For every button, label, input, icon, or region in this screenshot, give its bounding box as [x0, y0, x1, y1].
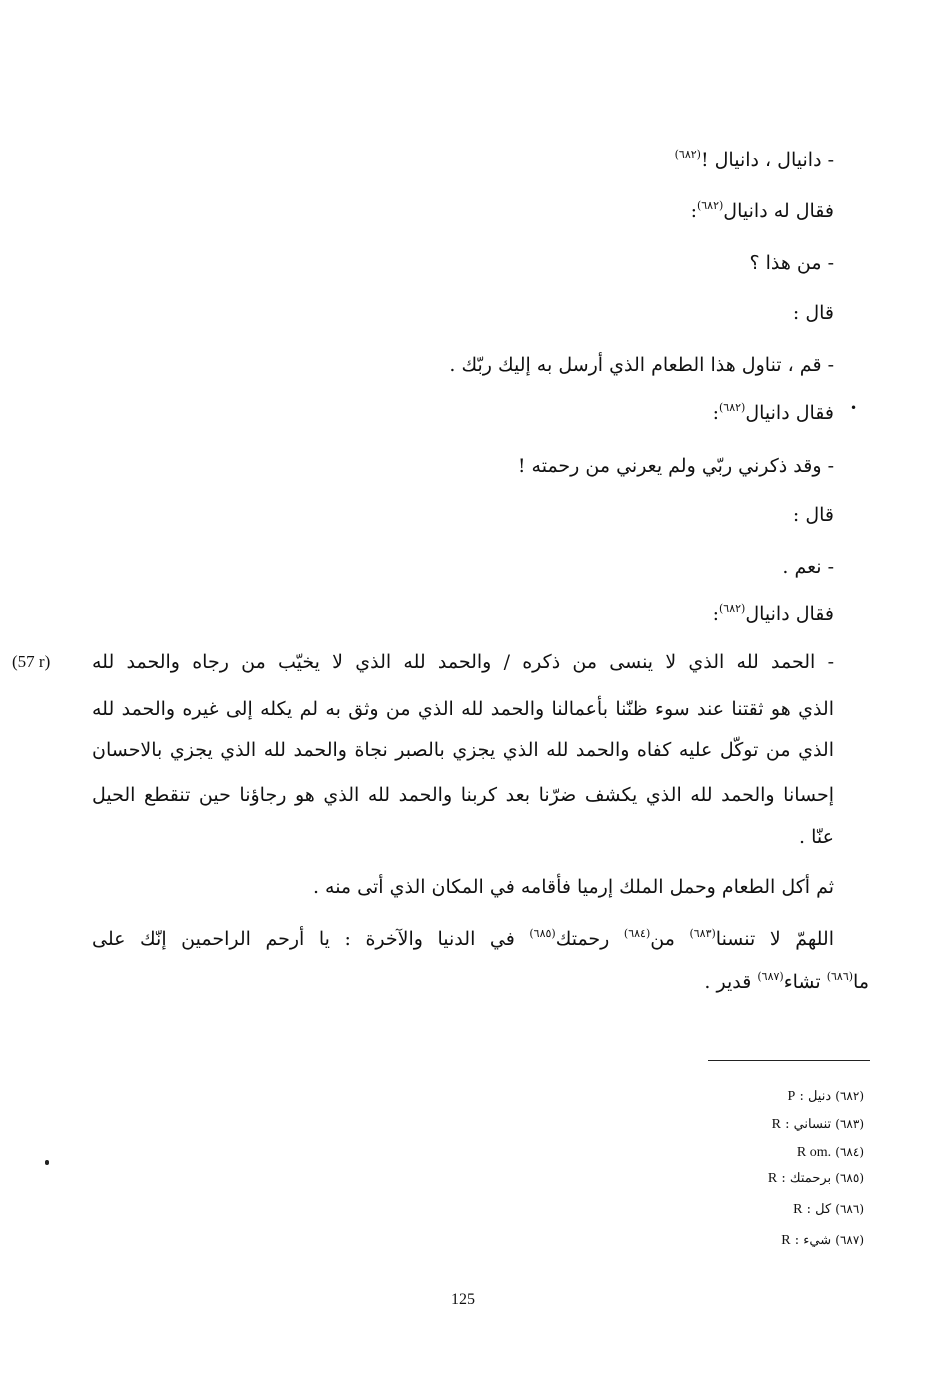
paragraph-line-4: إحسانا والحمد لله الذي يكشف ضرّنا بعد كربنا والحمد لله الذي هو رجاؤنا حين تنقطع الحيل [92, 784, 834, 806]
closing-sentence: ثم أكل الطعام وحمل الملك إرميا فأقامه في المكان الذي أتى منه . [312, 876, 834, 898]
dialogue-line-1 [675, 146, 834, 174]
note-ref: (٦٨٦) [826, 970, 854, 983]
footnote-686 [793, 1199, 864, 1220]
manuscript-siglum: R om. [796, 1145, 832, 1160]
dialogue-line-5 [449, 351, 834, 379]
prayer-text: قدير . [704, 971, 758, 993]
folio-reference: (57 r) [12, 652, 51, 671]
dialogue-line-2 [691, 197, 834, 225]
prayer-line-2 [704, 968, 869, 996]
footnote-text: شيء : [794, 1233, 832, 1248]
line-colon: : [712, 402, 719, 424]
manuscript-siglum: P [787, 1089, 796, 1104]
paragraph-line-2: الذي هو ثقتنا عند سوء ظنّنا بأعمالنا والحمد لله الذي من وثق به لم يكله إلى غيره والحمد لله [92, 698, 834, 720]
note-ref: (٦٨٧) [757, 970, 784, 983]
prayer-text: رحمتك [555, 928, 624, 950]
dialogue-line-8 [793, 501, 834, 529]
manuscript-siglum: R [771, 1117, 781, 1132]
footnote-number: (٦٨٧) [835, 1233, 864, 1247]
page-number: 125 [451, 1291, 475, 1308]
note-ref: (٦٨٢) [696, 199, 724, 212]
prayer-line-1 [92, 925, 834, 953]
prayer-text: من [650, 928, 690, 950]
note-ref: (٦٨٢) [718, 401, 746, 414]
note-ref: (٦٨٤) [623, 927, 651, 940]
paragraph-line-3: الذي من توكّل عليه كفاه والحمد لله الذي يجزي بالصبر نجاة والحمد لله الذي يجزي بالاحسان [92, 739, 834, 761]
prayer-text: ما [853, 971, 869, 993]
dialogue-line-4 [793, 299, 834, 327]
dialogue-line-7 [518, 452, 834, 480]
line-colon: : [712, 603, 719, 625]
line-text: - نعم . [782, 556, 834, 578]
line-text: قال : [792, 302, 834, 324]
footnote-683 [772, 1114, 864, 1135]
prayer-text: اللهمّ لا تنسنا [715, 928, 834, 950]
footnote-number: (٦٨٤) [835, 1145, 864, 1159]
line-text: فقال دانيال [745, 603, 834, 625]
footnote-682 [788, 1086, 864, 1107]
line-text: فقال دانيال [745, 402, 834, 424]
footnote-number: (٦٨٢) [835, 1089, 864, 1103]
paragraph-line-5: عنّا . [799, 826, 834, 848]
margin-bullet: • [850, 401, 858, 415]
footnote-text: برحمتك : [781, 1171, 832, 1186]
footnote-number: (٦٨٣) [835, 1117, 864, 1131]
prayer-text: تشاء [783, 971, 827, 993]
footnote-text: دنيل : [799, 1089, 832, 1104]
manuscript-siglum: R [781, 1233, 791, 1248]
line-text: - من هذا ؟ [749, 252, 834, 274]
note-ref: (٦٨٢) [718, 602, 746, 615]
footnote-685 [768, 1168, 864, 1189]
manuscript-siglum: R [767, 1171, 778, 1186]
line-text: قال : [792, 504, 834, 526]
line-text: فقال له دانيال [723, 200, 834, 222]
footnote-687 [781, 1230, 864, 1251]
footnote-text: كل : [806, 1202, 832, 1217]
prayer-text: في الدنيا والآخرة : يا أرحم الراحمين إنّك على [92, 928, 530, 950]
dialogue-line-6 [713, 399, 834, 427]
line-text: - قم ، تناول هذا الطعام الذي أرسل به إليك ربّك . [449, 354, 834, 376]
dialogue-line-10 [713, 600, 834, 628]
line-text: - دانيال ، دانيال ! [700, 149, 834, 171]
footnote-684 [797, 1142, 864, 1163]
note-ref: (٦٨٥) [529, 927, 556, 940]
line-colon: : [690, 200, 697, 222]
line-text: - وقد ذكرني ربّي ولم يعرني من رحمته ! [517, 455, 834, 477]
stray-mark [45, 1160, 49, 1165]
footnote-number: (٦٨٥) [835, 1171, 864, 1185]
dialogue-line-3 [749, 249, 834, 277]
dialogue-line-9 [782, 553, 834, 581]
footnote-text: تنساني : [785, 1117, 832, 1132]
manuscript-siglum: R [793, 1202, 803, 1217]
footnote-separator [708, 1060, 870, 1061]
note-ref: (٦٨٢) [674, 148, 701, 161]
footnote-number: (٦٨٦) [835, 1202, 864, 1216]
note-ref: (٦٨٣) [689, 927, 716, 940]
paragraph-line-1: - الحمد لله الذي لا ينسى من ذكره / والحمد لله الذي لا يخيّب من رجاه والحمد لله [92, 651, 834, 673]
